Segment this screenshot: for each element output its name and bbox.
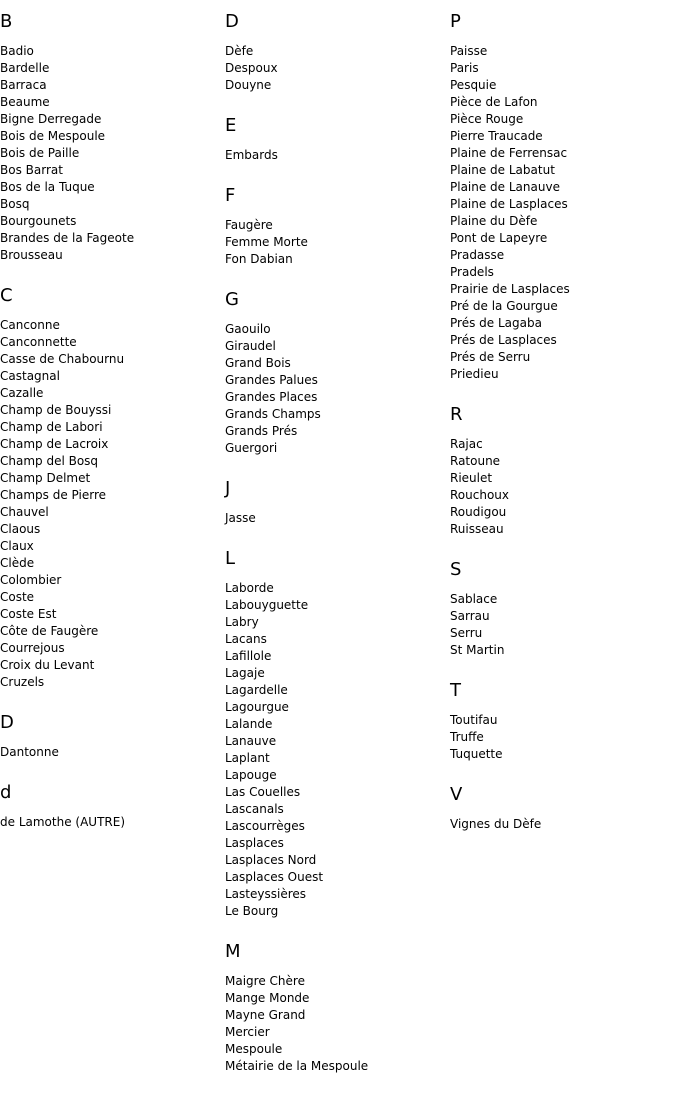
place-link[interactable]: Lasplaces Nord [225, 853, 317, 867]
letter-group [225, 941, 450, 1075]
place-link[interactable]: Brousseau [0, 248, 63, 262]
place-link[interactable]: Mespoule [225, 1042, 283, 1056]
place-link[interactable]: Laplant [225, 751, 270, 765]
letter-heading: J [225, 478, 231, 499]
place-list [450, 591, 675, 659]
place-link[interactable]: Pierre Traucade [450, 129, 543, 143]
place-link[interactable]: Sablace [450, 592, 498, 606]
letter-heading: D [0, 712, 14, 733]
place-link[interactable]: Dantonne [0, 745, 59, 759]
letter-heading: R [450, 404, 463, 425]
letter-group [0, 11, 225, 264]
letter-heading: D [225, 11, 239, 32]
place-link[interactable]: Canconnette [0, 335, 77, 349]
place-link[interactable]: Bois de Paille [0, 146, 80, 160]
place-link[interactable]: Champ de Lacroix [0, 437, 109, 451]
letter-group [450, 559, 675, 659]
place-link[interactable]: Lasplaces [225, 836, 284, 850]
place-link[interactable]: Lascourrèges [225, 819, 305, 833]
place-link[interactable]: Chauvel [0, 505, 49, 519]
letter-group [225, 289, 450, 457]
place-list [0, 744, 225, 761]
place-link[interactable]: Côte de Faugère [0, 624, 99, 638]
place-link[interactable]: Barraca [0, 78, 47, 92]
place-link[interactable]: Fon Dabian [225, 252, 293, 266]
place-link[interactable]: Badio [0, 44, 34, 58]
place-link[interactable]: Métairie de la Mespoule [225, 1059, 369, 1073]
place-link[interactable]: Mercier [225, 1025, 270, 1039]
place-link[interactable]: Serru [450, 626, 483, 640]
place-link[interactable]: Faugère [225, 218, 273, 232]
place-link[interactable]: Bosq [0, 197, 30, 211]
place-link[interactable]: Coste [0, 590, 35, 604]
place-link[interactable]: Pradasse [450, 248, 505, 262]
letter-group [450, 784, 675, 833]
place-link[interactable]: Lasteyssières [225, 887, 307, 901]
place-link[interactable]: Claous [0, 522, 41, 536]
place-list [225, 321, 450, 457]
place-link[interactable]: Pièce de Lafon [450, 95, 538, 109]
place-link[interactable]: Prairie de Lasplaces [450, 282, 570, 296]
place-link[interactable]: Mange Monde [225, 991, 310, 1005]
place-link[interactable]: Lapouge [225, 768, 277, 782]
place-link[interactable]: Lagaje [225, 666, 265, 680]
place-link[interactable]: de Lamothe (AUTRE) [0, 815, 125, 829]
place-link[interactable]: Grand Bois [225, 356, 291, 370]
place-list [0, 814, 225, 831]
place-link[interactable]: Plaine de Ferrensac [450, 146, 568, 160]
place-link[interactable]: Toutifau [450, 713, 498, 727]
place-link[interactable]: Bos Barrat [0, 163, 63, 177]
place-link[interactable]: Pont de Lapeyre [450, 231, 548, 245]
place-link[interactable]: Pradels [450, 265, 494, 279]
letter-group [225, 548, 450, 920]
place-list [450, 43, 675, 383]
letter-group [0, 712, 225, 761]
letter-group [450, 404, 675, 538]
place-link[interactable]: Pesquie [450, 78, 497, 92]
letter-heading: d [0, 782, 12, 803]
letter-group [0, 782, 225, 831]
place-link[interactable]: Claux [0, 539, 34, 553]
place-link[interactable]: Le Bourg [225, 904, 279, 918]
place-link[interactable]: Sarrau [450, 609, 490, 623]
place-link[interactable]: Truffe [450, 730, 484, 744]
place-link[interactable]: Paisse [450, 44, 488, 58]
place-link[interactable]: Bigne Derregade [0, 112, 102, 126]
place-link[interactable]: Canconne [0, 318, 60, 332]
place-link[interactable]: Lascanals [225, 802, 284, 816]
place-link[interactable]: Prés de Lasplaces [450, 333, 557, 347]
place-list [225, 973, 450, 1075]
place-list [225, 510, 450, 527]
place-link[interactable]: Clède [0, 556, 35, 570]
place-link[interactable]: Coste Est [0, 607, 57, 621]
place-link[interactable]: Giraudel [225, 339, 276, 353]
place-link[interactable]: Grandes Places [225, 390, 318, 404]
place-link[interactable]: Lanauve [225, 734, 277, 748]
place-link[interactable]: Courrejous [0, 641, 65, 655]
place-link[interactable]: Champ Delmet [0, 471, 91, 485]
letter-group [225, 115, 450, 164]
place-link[interactable]: Champs de Pierre [0, 488, 106, 502]
letter-heading: B [0, 11, 13, 32]
place-link[interactable]: Roudigou [450, 505, 507, 519]
place-link[interactable]: Douyne [225, 78, 272, 92]
index-column [0, 11, 225, 852]
place-link[interactable]: Vignes du Dèfe [450, 817, 542, 831]
place-link[interactable]: Femme Morte [225, 235, 308, 249]
place-link[interactable]: Castagnal [0, 369, 60, 383]
letter-heading: C [0, 285, 13, 306]
letter-group [225, 11, 450, 94]
letter-heading: T [450, 680, 461, 701]
place-link[interactable]: Champ de Labori [0, 420, 103, 434]
place-link[interactable]: Lafillole [225, 649, 272, 663]
place-link[interactable]: Plaine de Lasplaces [450, 197, 568, 211]
place-link[interactable]: Champ de Bouyssi [0, 403, 112, 417]
place-link[interactable]: Grands Champs [225, 407, 321, 421]
place-link[interactable]: Mayne Grand [225, 1008, 306, 1022]
place-link[interactable]: Labouyguette [225, 598, 309, 612]
place-link[interactable]: Ratoune [450, 454, 501, 468]
place-list [450, 712, 675, 763]
letter-group [225, 185, 450, 268]
place-link[interactable]: Pré de la Gourgue [450, 299, 558, 313]
place-link[interactable]: Dèfe [225, 44, 254, 58]
place-list [0, 317, 225, 691]
place-link[interactable]: Gaouilo [225, 322, 271, 336]
place-link[interactable]: Laborde [225, 581, 274, 595]
place-link[interactable]: Croix du Levant [0, 658, 95, 672]
place-list [225, 43, 450, 94]
place-link[interactable]: Guergori [225, 441, 278, 455]
letter-heading: G [225, 289, 239, 310]
place-link[interactable]: Bourgounets [0, 214, 77, 228]
index-column [450, 11, 675, 854]
letter-heading: E [225, 115, 237, 136]
place-link[interactable]: Beaume [0, 95, 50, 109]
place-link[interactable]: Plaine du Dèfe [450, 214, 538, 228]
place-link[interactable]: Plaine de Lanauve [450, 180, 560, 194]
place-link[interactable]: Lalande [225, 717, 273, 731]
place-link[interactable]: Prés de Serru [450, 350, 531, 364]
place-link[interactable]: Priedieu [450, 367, 499, 381]
place-list [225, 217, 450, 268]
place-link[interactable]: Lagourgue [225, 700, 289, 714]
letter-group [225, 478, 450, 527]
place-link[interactable]: Maigre Chère [225, 974, 305, 988]
place-link[interactable]: Bois de Mespoule [0, 129, 106, 143]
letter-heading: F [225, 185, 236, 206]
place-link[interactable]: Grandes Palues [225, 373, 318, 387]
place-link[interactable]: Brandes de la Fageote [0, 231, 135, 245]
place-link[interactable]: Bos de la Tuque [0, 180, 95, 194]
place-link[interactable]: Jasse [225, 511, 256, 525]
place-link[interactable]: Tuquette [450, 747, 503, 761]
place-link[interactable]: Cazalle [0, 386, 44, 400]
letter-group [450, 11, 675, 383]
place-link[interactable]: St Martin [450, 643, 505, 657]
letter-heading: M [225, 941, 241, 962]
place-link[interactable]: Rieulet [450, 471, 493, 485]
letter-heading: L [225, 548, 236, 569]
place-link[interactable]: Pièce Rouge [450, 112, 524, 126]
place-link[interactable]: Lacans [225, 632, 267, 646]
index-column [225, 11, 450, 1096]
place-link[interactable]: Ruisseau [450, 522, 504, 536]
letter-group [0, 285, 225, 691]
place-link[interactable]: Grands Prés [225, 424, 298, 438]
place-list [0, 43, 225, 264]
place-link[interactable]: Bardelle [0, 61, 50, 75]
place-link[interactable]: Plaine de Labatut [450, 163, 555, 177]
letter-group [450, 680, 675, 763]
place-list [450, 436, 675, 538]
place-link[interactable]: Labry [225, 615, 259, 629]
letter-heading: S [450, 559, 462, 580]
place-link[interactable]: Colombier [0, 573, 62, 587]
place-link[interactable]: Lasplaces Ouest [225, 870, 324, 884]
place-link[interactable]: Rajac [450, 437, 483, 451]
letter-heading: V [450, 784, 463, 805]
letter-heading: P [450, 11, 461, 32]
place-list [225, 147, 450, 164]
place-link[interactable]: Despoux [225, 61, 278, 75]
place-link[interactable]: Casse de Chabournu [0, 352, 125, 366]
place-link[interactable]: Paris [450, 61, 479, 75]
place-link[interactable]: Champ del Bosq [0, 454, 99, 468]
place-link[interactable]: Cruzels [0, 675, 45, 689]
place-list [225, 580, 450, 920]
place-link[interactable]: Prés de Lagaba [450, 316, 542, 330]
place-link[interactable]: Embards [225, 148, 278, 162]
place-list [450, 816, 675, 833]
place-link[interactable]: Las Couelles [225, 785, 301, 799]
place-link[interactable]: Lagardelle [225, 683, 288, 697]
place-link[interactable]: Rouchoux [450, 488, 509, 502]
